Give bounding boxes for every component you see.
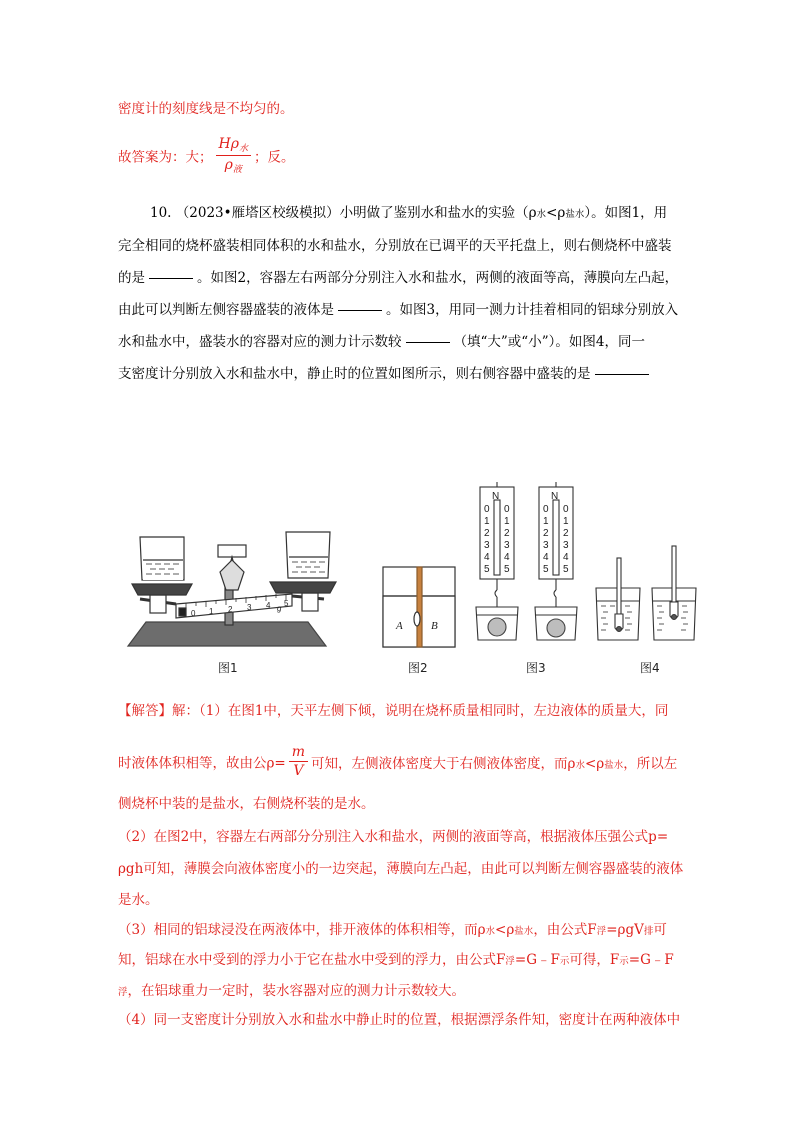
fig2-label-a: A bbox=[396, 620, 403, 632]
beam-num-0: 0 bbox=[191, 609, 196, 618]
solution-line-3: 侧烧杯中装的是盐水，右侧烧杯装的是水。 bbox=[118, 796, 375, 812]
fig2-container bbox=[383, 567, 455, 647]
fig4-hydrometers bbox=[596, 546, 696, 640]
scale2-num-0: 0 bbox=[543, 504, 549, 515]
question-line-4: 由此可以判断左侧容器盛装的液体是 。如图3，用同一测力计挂着相同的铝球分别放入 bbox=[118, 302, 679, 318]
answer-fraction: $\frac{H\rho_水}{\rho_液}$ bbox=[216, 136, 251, 175]
scale1-rnum-5: 5 bbox=[504, 564, 510, 575]
solution-line-8: 知，铝球在水中受到的浮力小于它在盐水中受到的浮力，由公式F浮=G﹣F示可得，F示=G﹣F bbox=[118, 952, 674, 968]
fig2-label-b: B bbox=[431, 620, 438, 632]
question-line-5: 水和盐水中，盛装水的容器对应的测力计示数较 （填“大”或“小”）。如图4，同一 bbox=[118, 334, 645, 350]
solution-line-5: ρgh可知，薄膜会向液体密度小的一边突起，薄膜向左凸起，由此可以判断左侧容器盛装的液体 bbox=[118, 861, 684, 877]
scale2-num-5: 5 bbox=[543, 564, 549, 575]
scale2-num-2: 2 bbox=[543, 528, 549, 539]
question-line-2: 完全相同的烧杯盛装相同体积的水和盐水，分别放在已调平的天平托盘上，则右侧烧杯中盛装 bbox=[118, 238, 672, 254]
scale1-N: N bbox=[492, 491, 500, 502]
scale1-num-4: 4 bbox=[484, 552, 490, 563]
question-source: （2023•雁塔区校级模拟） bbox=[175, 205, 340, 221]
beam-num-3: 3 bbox=[247, 603, 252, 612]
scale2-num-4: 4 bbox=[543, 552, 549, 563]
beam-num-1: 1 bbox=[209, 607, 214, 616]
scale2-rnum-3: 3 bbox=[563, 540, 569, 551]
density-formula-fraction: $\frac{m}{V}$ bbox=[289, 744, 308, 779]
question-line-3: 的是 。如图2，容器左右两部分分别注入水和盐水，两侧的液面等高，薄膜向左凸起， bbox=[118, 270, 679, 286]
scale2-num-3: 3 bbox=[543, 540, 549, 551]
solution-line-10: （4）同一支密度计分别放入水和盐水中静止时的位置，根据漂浮条件知，密度计在两种液体中 bbox=[118, 1012, 681, 1028]
fig3-caption: 图3 bbox=[526, 661, 546, 675]
scale2-num-1: 1 bbox=[543, 516, 549, 527]
scale2-N: N bbox=[551, 491, 559, 502]
scale1-num-0: 0 bbox=[484, 504, 490, 515]
beam-unit: g bbox=[277, 604, 282, 613]
scale1-rnum-0: 0 bbox=[504, 504, 510, 515]
scale1-num-1: 1 bbox=[484, 516, 490, 527]
scale1-rnum-1: 1 bbox=[504, 516, 510, 527]
solution-line-7: （3）相同的铝球浸没在两液体中，排开液体的体积相等，而ρ水<ρ盐水，由公式F浮=ρgV排可 bbox=[118, 922, 667, 938]
fig3-spring-scales bbox=[476, 482, 577, 640]
solution-line-1: 【解答】解：（1）在图1中，天平左侧下倾，说明在烧杯质量相同时，左边液体的质量大，同 bbox=[118, 703, 669, 719]
scale2-rnum-5: 5 bbox=[563, 564, 569, 575]
question-number: 10. bbox=[150, 205, 172, 221]
solution-tag: 【解答】 bbox=[118, 703, 172, 719]
answer-prefix: 故答案为：大； bbox=[118, 149, 213, 166]
question-line-6: 支密度计分别放入水和盐水中，静止时的位置如图所示，则右侧容器中盛装的是 bbox=[118, 362, 653, 382]
solution-line-9: 浮，在铝球重力一定时，装水容器对应的测力计示数较大。 bbox=[118, 983, 466, 999]
scale2-rnum-4: 4 bbox=[563, 552, 569, 563]
solution-line-6: 是水。 bbox=[118, 892, 159, 908]
scale2-rnum-2: 2 bbox=[563, 528, 569, 539]
fig2-caption: 图2 bbox=[408, 661, 428, 675]
scale1-rnum-2: 2 bbox=[504, 528, 510, 539]
scale2-rnum-0: 0 bbox=[563, 504, 569, 515]
scale1-rnum-4: 4 bbox=[504, 552, 510, 563]
answer-suffix: ；反。 bbox=[253, 149, 295, 166]
solution-line-4: （2）在图2中，容器左右两部分分别注入水和盐水，两侧的液面等高，根据液体压强公式p= bbox=[118, 829, 669, 845]
fig1-caption: 图1 bbox=[218, 661, 238, 675]
fig4-caption: 图4 bbox=[640, 661, 660, 675]
question-line-1: 10. （2023•雁塔区校级模拟）小明做了鉴别水和盐水的实验（ρ水<ρ盐水）。如图1，用 bbox=[150, 205, 668, 221]
scale1-num-3: 3 bbox=[484, 540, 490, 551]
solution-line-2: 时液体体积相等，故由公ρ= $\frac{m}{V}$ 可知，左侧液体密度大于右侧液体密度，而ρ水<ρ盐水，所以左 bbox=[118, 744, 678, 779]
scale1-num-5: 5 bbox=[484, 564, 490, 575]
beam-num-4: 4 bbox=[266, 601, 271, 610]
scale1-num-2: 2 bbox=[484, 528, 490, 539]
prev-answer-text: 密度计的刻度线是不均匀的。 bbox=[118, 101, 294, 117]
scale1-rnum-3: 3 bbox=[504, 540, 510, 551]
fig1-balance bbox=[128, 532, 336, 646]
beam-num-2: 2 bbox=[228, 605, 233, 614]
beam-num-5: 5 bbox=[284, 599, 289, 608]
scale2-rnum-1: 1 bbox=[563, 516, 569, 527]
